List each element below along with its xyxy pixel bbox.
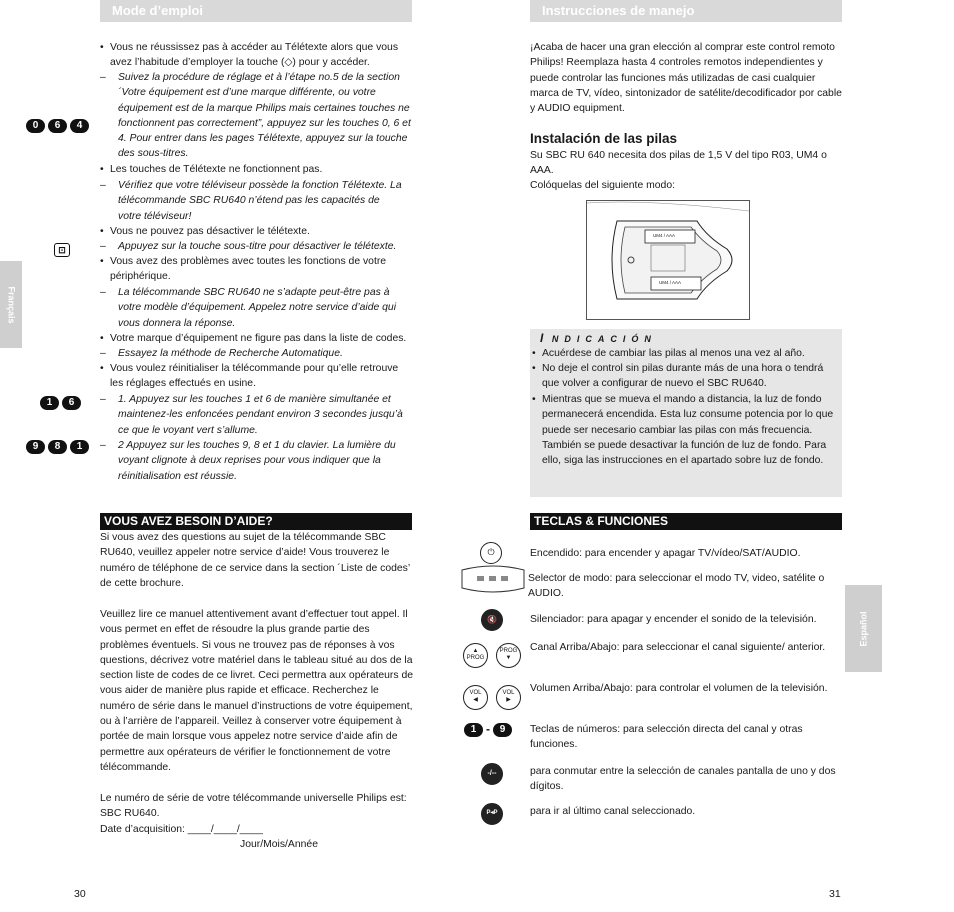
- page-number: 30: [74, 888, 86, 900]
- teclas-heading: TECLAS & FUNCIONES: [530, 513, 842, 530]
- subtitle-key: [54, 243, 70, 257]
- list-item: – Suivez la procédure de réglage et à l’étape no.5 de la section ´Votre équipement est d’une marque différente, ou votre équipement est de la marque Philips mais certaines touches ne fonctionnent pas correctement”, appuyez sur les touches 0, 6 et 4. Pour entrer dans les pages Télétexte, appuyez sur la touche des sous-titres.: [100, 72, 411, 160]
- date-format: Jour/Mois/Année: [240, 839, 318, 850]
- list-item: • Mientras que se mueva el mando a distancia, la luz de fondo permanecerá encendida. Esta luz consume potencia por lo que puede ser necesario cambiar las pilas con más frecuencia. También se puede desactivar la función de luz de fondo. Para ello, siga las instrucciones en el apartado sobre luz de fondo.: [532, 392, 837, 468]
- list-item: • Vous ne réussissez pas à accéder au Télétexte alors que vous avez l’habitude d’employer la touche (◇) pour y accéder.: [100, 40, 400, 71]
- list-item: – La télécommande SBC RU640 ne s’adapte peut-être pas à votre modèle d’équipement. Appelez notre service d’aide qui vous donnera la réponse.: [100, 287, 397, 329]
- key-description: para conmutar entre la selección de canales pantalla de uno y dos dígitos.: [530, 766, 836, 793]
- help-heading: VOUS AVEZ BESOIN D’AIDE?: [100, 513, 412, 530]
- list-item: – Essayez la méthode de Recherche Automatique.: [100, 348, 343, 359]
- previous-channel-key: [480, 802, 504, 826]
- key-description: Volumen Arriba/Abajo: para controlar el volumen de la televisión.: [530, 683, 828, 694]
- right-header: Instrucciones de manejo: [530, 0, 842, 22]
- volume-down-icon: VOL ◀: [463, 685, 488, 710]
- list-item: – 1. Appuyez sur les touches 1 et 6 de manière simultanée et maintenez-les enfoncées pendant environ 3 secondes jusqu’à ce que le voyant vert s’allume.: [100, 394, 403, 436]
- key-6: 6: [48, 119, 67, 133]
- page-number: 31: [829, 888, 841, 900]
- battery-illustration: [586, 200, 750, 320]
- battery-label: UM4 / AAA: [659, 280, 682, 285]
- channel-down-icon: PROG ▼: [496, 643, 521, 668]
- subtitle-icon: ⊡: [54, 243, 70, 257]
- volume-keys: [460, 682, 524, 712]
- key-8: 8: [48, 440, 67, 454]
- range-separator: -: [486, 722, 490, 736]
- power-icon: ⏻: [480, 542, 502, 564]
- key-0: 0: [26, 119, 45, 133]
- key-9: 9: [26, 440, 45, 454]
- keys-1-6: [40, 396, 81, 410]
- key-description: Canal Arriba/Abajo: para seleccionar el canal siguiente/ anterior.: [530, 642, 826, 653]
- key-6: 6: [62, 396, 81, 410]
- power-key: [478, 541, 504, 565]
- key-1: 1: [464, 723, 483, 737]
- remote-battery-icon: [587, 201, 749, 319]
- list-item: • Vous ne pouvez pas désactiver le télétexte.: [100, 224, 405, 239]
- key-4: 4: [70, 119, 89, 133]
- key-description: Teclas de números: para selección directa del canal y otras funciones.: [530, 724, 803, 751]
- batteries-heading: Instalación de las pilas: [530, 131, 678, 146]
- help-paragraph: Si vous avez des questions au sujet de la télécommande SBC RU640, veuillez appeler notre service d’aide! Vous trouverez le numéro de téléphone de ce service dans la section ´Liste de codes’ de cette brochure.: [100, 532, 410, 589]
- keys-0-6-4: [26, 119, 89, 133]
- language-tab-espanol[interactable]: Español: [845, 585, 882, 672]
- list-item: • Acuérdese de cambiar las pilas al menos una vez al año.: [532, 346, 837, 361]
- left-header: Mode d’emploi: [100, 0, 412, 22]
- channel-keys: [460, 640, 524, 670]
- key-9: 9: [493, 723, 512, 737]
- batteries-text: Colóquelas del siguiente modo:: [530, 180, 675, 191]
- mute-icon: 🔇: [481, 609, 503, 631]
- mode-selector-icon: [460, 564, 526, 594]
- key-description: para ir al último canal seleccionado.: [530, 806, 696, 817]
- number-keys: [464, 722, 512, 737]
- help-paragraph: Veuillez lire ce manuel attentivement avant d’effectuer tout appel. Il vous permet en effet de résoudre la plus grande partie des problèmes éventuels. Si vous ne trouvez pas de réponses à vos questions, décrivez votre matériel dans le tableau situé au dos de la section liste de codes de ce livret. Ceci permettra aux opérateurs de vous aider de manière plus rapide et efficace. Recherchez le numéro de série dans le manuel d’instructions de votre équipement, ou à l’arrière de l’appareil. Veillez à conserver votre équipement à portée de main lorsque vous appelez notre service d’aide afin de permettre aux opérateurs de vérifier le fonctionnement de votre télécommande.: [100, 609, 414, 773]
- batteries-text: Su SBC RU 640 necesita dos pilas de 1,5 V del tipo R03, UM4 o AAA.: [530, 150, 827, 177]
- list-item: – Vérifiez que votre téléviseur possède la fonction Télétexte. La télécommande SBC RU640 n’étend pas les capacités de votre téléviseur!: [100, 180, 402, 222]
- list-item: – Appuyez sur la touche sous-titre pour désactiver le télétexte.: [100, 241, 397, 252]
- digit-toggle-key: [480, 762, 504, 786]
- language-tab-francais[interactable]: Français: [0, 261, 22, 348]
- mode-selector-key: [459, 563, 527, 595]
- list-item: • Vous avez des problèmes avec toutes les fonctions de votre périphérique.: [100, 254, 400, 285]
- key-1: 1: [70, 440, 89, 454]
- key-description: Silenciador: para apagar y encender el sonido de la televisión.: [530, 614, 817, 625]
- list-item: – 2 Appuyez sur les touches 9, 8 et 1 du clavier. La lumière du voyant clignote à deux reprises pour vous indiquer que la réinitialisation est réussie.: [100, 440, 396, 482]
- keys-9-8-1: [26, 440, 89, 454]
- key-description: Selector de modo: para seleccionar el modo TV, video, satélite o AUDIO.: [528, 573, 825, 600]
- mute-key: [480, 608, 504, 632]
- volume-up-icon: VOL ▶: [496, 685, 521, 710]
- key-1: 1: [40, 396, 59, 410]
- key-description: Encendido: para encender y apagar TV/vídeo/SAT/AUDIO.: [530, 548, 801, 559]
- digit-toggle-icon: -/--: [481, 763, 503, 785]
- battery-label: UM4 / AAA: [653, 233, 676, 238]
- channel-up-icon: ▲ PROG: [463, 643, 488, 668]
- list-item: • Les touches de Télétexte ne fonctionnent pas.: [100, 162, 405, 177]
- help-serial: Le numéro de série de votre télécommande universelle Philips est: SBC RU640.: [100, 793, 407, 820]
- previous-channel-icon: P◂P: [481, 803, 503, 825]
- list-item: • No deje el control sin pilas durante más de una hora o tendrá que volver a configurar de nuevo el SBC RU640.: [532, 361, 837, 392]
- list-item: • Vous voulez réinitialiser la télécommande pour qu’elle retrouve les réglages effectués en usine.: [100, 361, 405, 392]
- purchase-date: Date d’acquisition: ____/____/____: [100, 824, 263, 835]
- intro-paragraph: ¡Acaba de hacer una gran elección al comprar este control remoto Philips! Reemplaza hasta 4 controles remotos independientes y puede controlar las funciones más utilizadas de casi cualquier marca de TV, vídeo, sintonizador de satélite/decodificador por cable y AUDIO equipment.: [530, 42, 842, 115]
- list-item: • Votre marque d’équipement ne figure pas dans la liste de codes.: [100, 331, 415, 346]
- indicacion-title: I NDICACIÓN: [540, 331, 657, 345]
